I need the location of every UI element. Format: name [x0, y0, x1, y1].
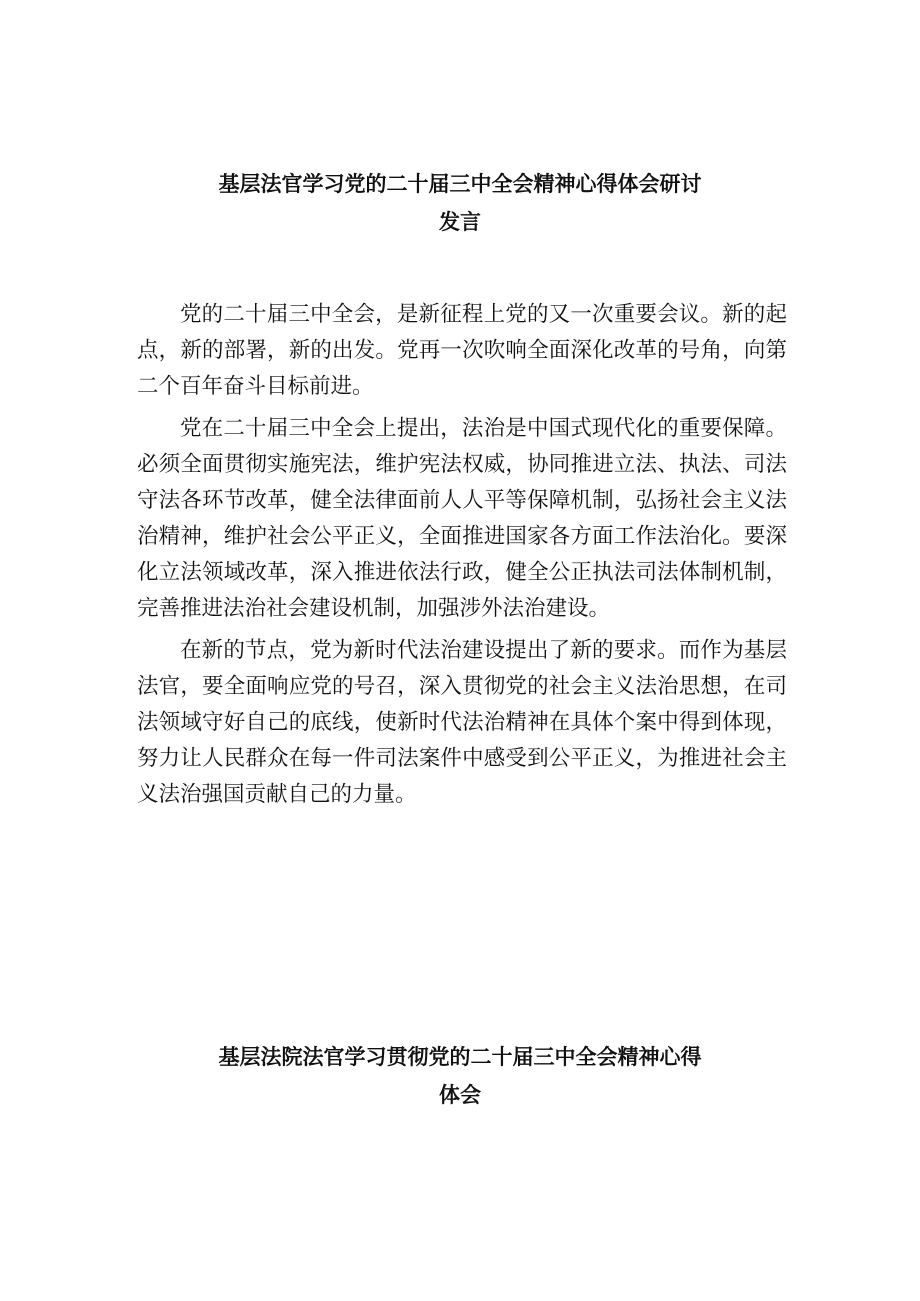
article-title-line-1: 基层法官学习党的二十届三中全会精神心得体会研讨 [218, 171, 702, 196]
body-paragraph-1: 党的二十届三中全会，是新征程上党的又一次重要会议。新的起点，新的部署，新的出发。党再一次吹响全面深化改革的号角，向第二个百年奋斗目标前进。 [137, 302, 787, 399]
second-article-title-line-1: 基层法院法官学习贯彻党的二十届三中全会精神心得 [218, 1044, 702, 1069]
article-title [0, 165, 920, 241]
second-article-title-line-2: 体会 [439, 1082, 481, 1107]
body-paragraph-3: 在新的节点，党为新时代法治建设提出了新的要求。而作为基层法官，要全面响应党的号召，深入贯彻党的社会主义法治思想，在司法领域守好自己的底线，使新时代法治精神在具体个案中得到体现，努力让人民群众在每一件司法案件中感受到公平正义，为推进社会主义法治强国贡献自己的力量。 [137, 638, 787, 807]
body-paragraph-2: 党在二十届三中全会上提出，法治是中国式现代化的重要保障。必须全面贯彻实施宪法，维护宪法权威，协同推进立法、执法、司法守法各环节改革，健全法律面前人人平等保障机制，弘扬社会主义法治精神，维护社会公平正义，全面推进国家各方面工作法治化。要深化立法领域改革，深入推进依法行政，健全公正执法司法体制机制，完善推进法治社会建设机制，加强涉外法治建设。 [137, 416, 787, 621]
article-title-line-2: 发言 [439, 209, 481, 234]
second-article-title [0, 1038, 920, 1114]
article-body [137, 297, 787, 819]
